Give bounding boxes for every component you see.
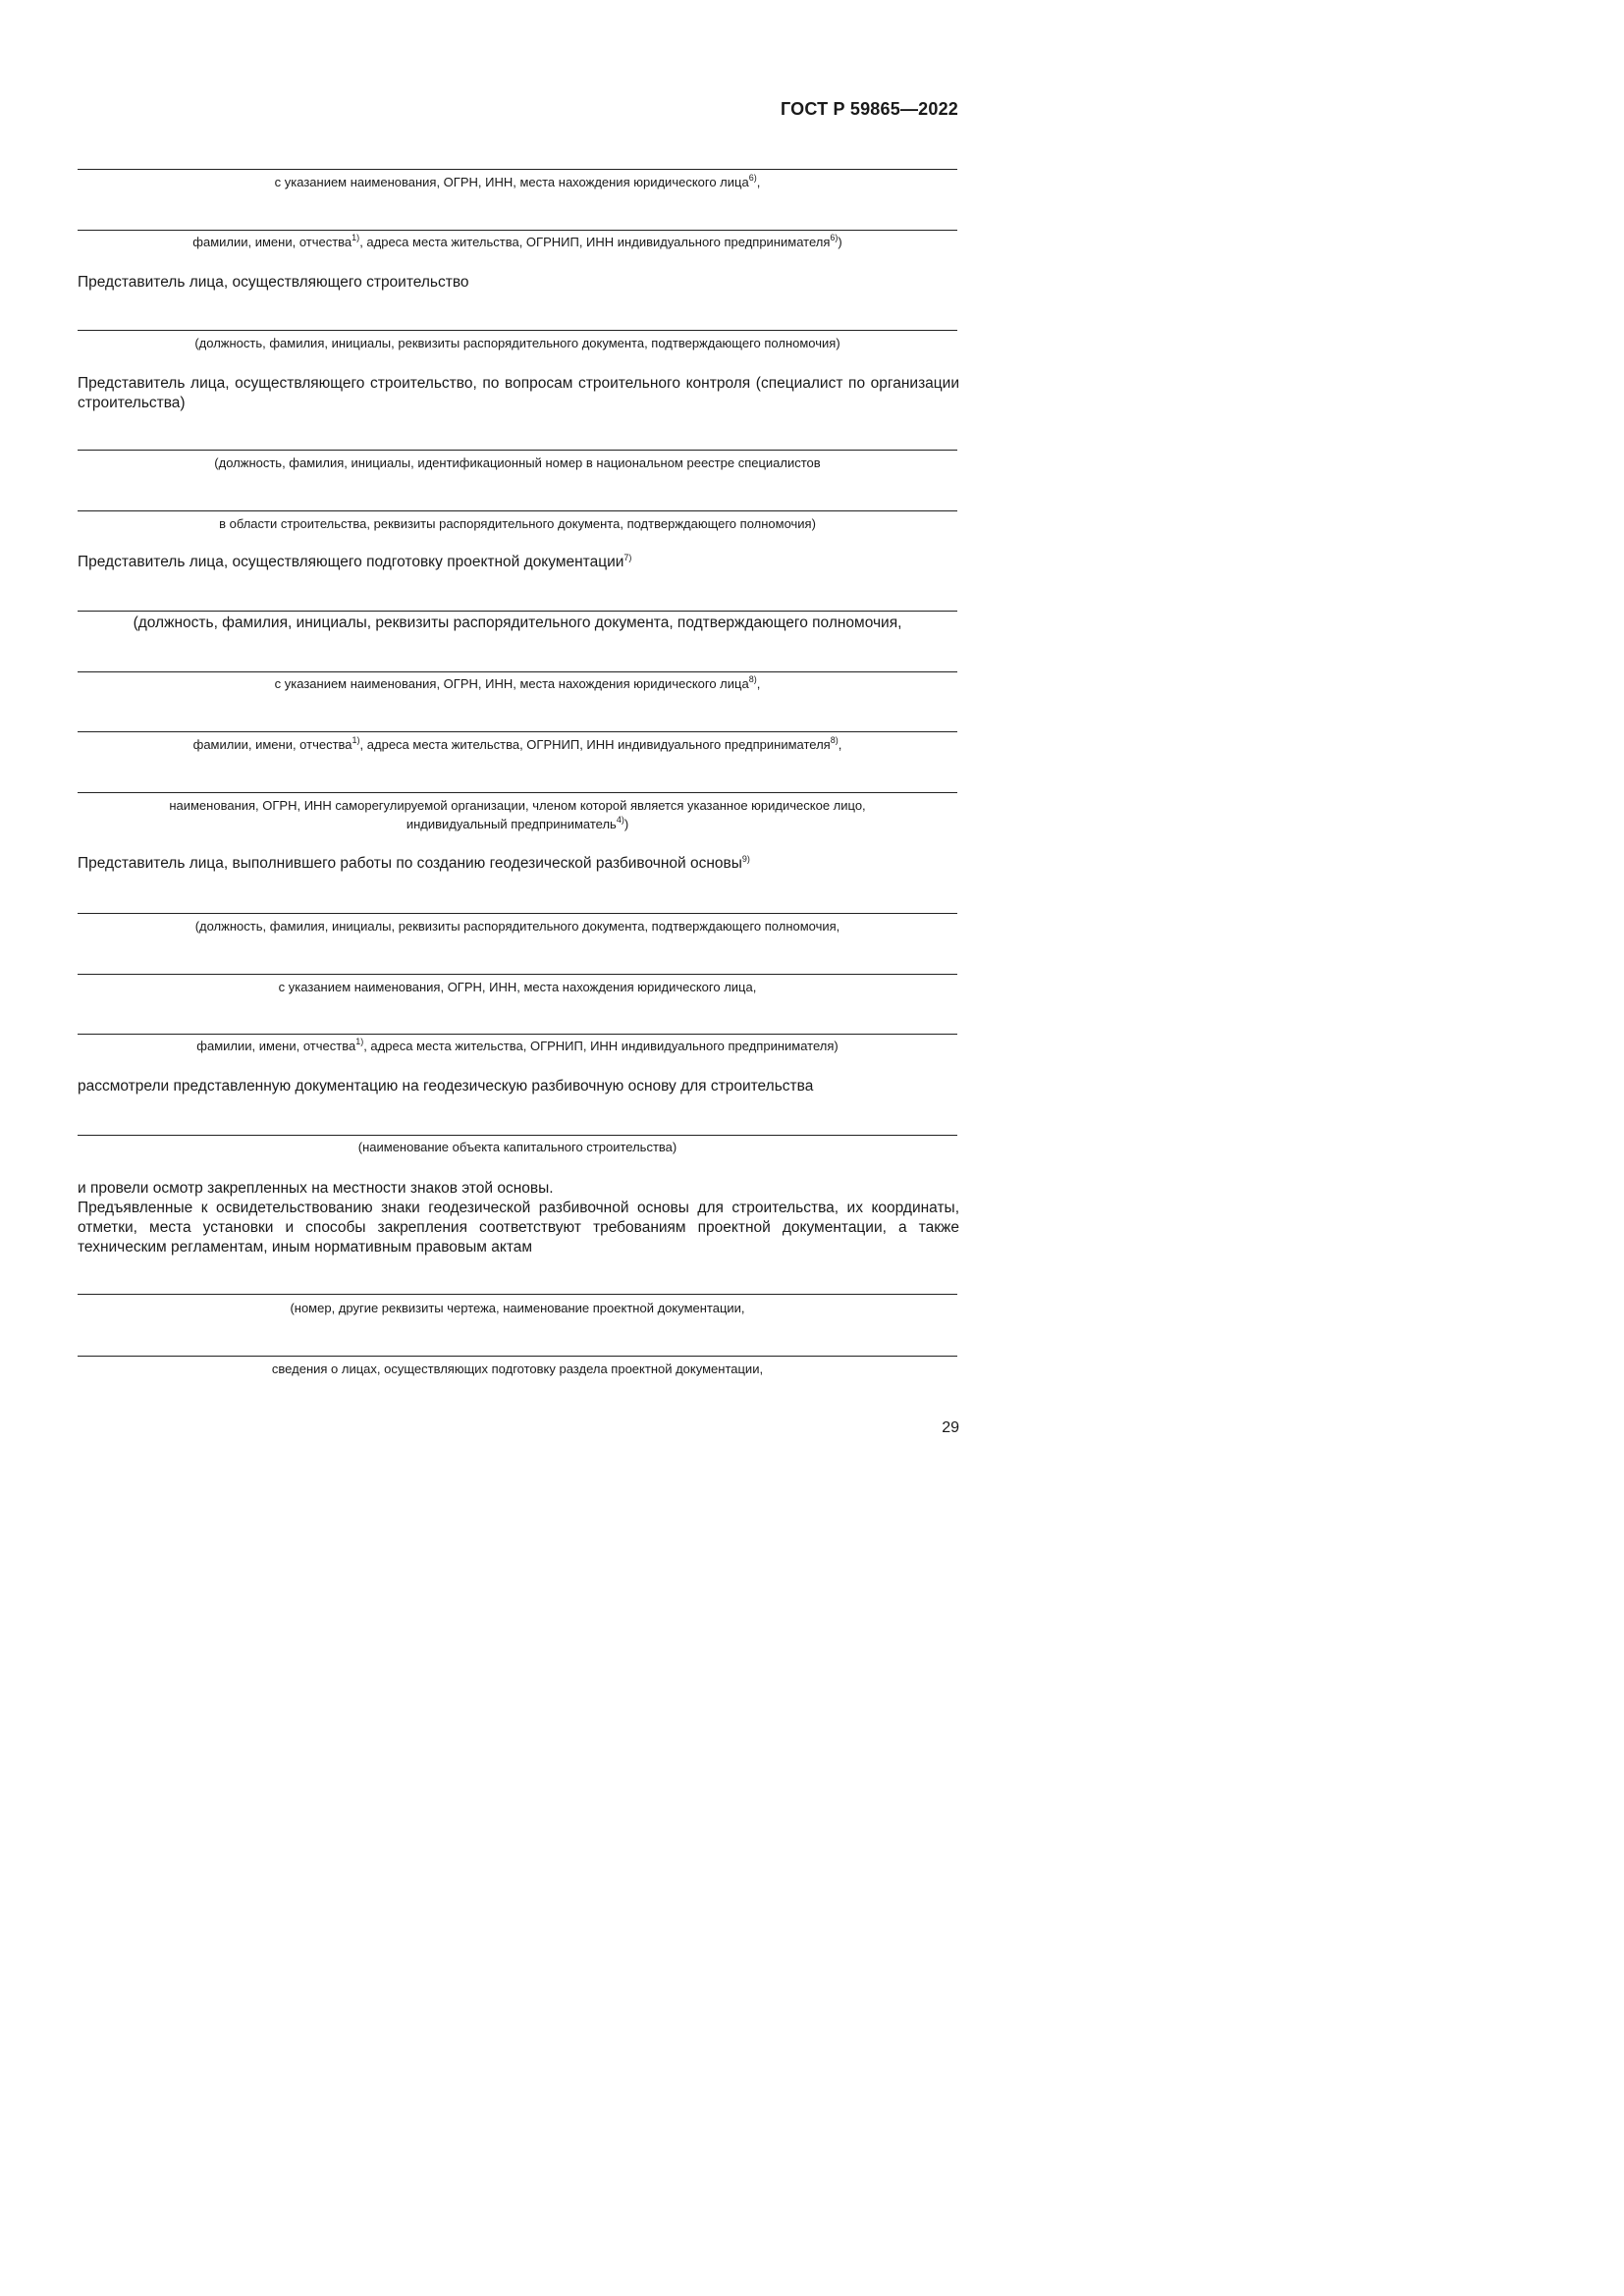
fill-line <box>78 1294 957 1295</box>
footnote-ref: 8) <box>830 735 839 745</box>
fill-line <box>78 510 957 511</box>
fill-line <box>78 913 957 914</box>
footnote-ref: 9) <box>741 854 750 864</box>
caption-design-section-authors: сведения о лицах, осуществляющих подготовку раздела проектной документации, <box>271 1362 764 1376</box>
caption-position-authority: (должность, фамилия, инициалы, реквизиты распорядительного документа, подтверждающего полномочия, <box>133 614 902 631</box>
fill-line <box>78 792 957 793</box>
caption-individual-entrepreneur: фамилии, имени, отчества$^{1)}$, адреса места жительства, ОГРНИП, ИНН индивидуального предпринимателя$^{8)}$, <box>192 735 842 752</box>
footnote-ref: 1) <box>355 1037 364 1046</box>
fill-line <box>78 1356 957 1357</box>
caption-individual-entrepreneur: фамилии, имени, отчества$^{1)}$, адреса места жительства, ОГРНИП, ИНН индивидуального предпринимателя$^{6)}$) <box>192 233 842 249</box>
footnote-ref: 1) <box>352 735 360 745</box>
fill-line <box>78 450 957 451</box>
page-number: 29 <box>942 1419 959 1436</box>
caption-legal-entity: с указанием наименования, ОГРН, ИНН, места нахождения юридического лица$^{8)}$, <box>274 674 761 691</box>
footnote-ref: 7) <box>623 553 632 562</box>
fill-line <box>78 611 957 612</box>
caption-specialist-authority: в области строительства, реквизиты распорядительного документа, подтверждающего полномочия) <box>219 516 816 531</box>
footnote-ref: 6) <box>748 173 757 183</box>
fill-line <box>78 1135 957 1136</box>
fill-line <box>78 169 957 170</box>
caption-position-authority: (должность, фамилия, инициалы, реквизиты распорядительного документа, подтверждающего полномочия, <box>194 919 840 934</box>
caption-specialist-registry: (должность, фамилия, инициалы, идентификационный номер в национальном реестре специалистов <box>214 455 821 470</box>
paragraph-design-representative: Представитель лица, осуществляющего подготовку проектной документации$^{7)}$ <box>78 553 632 570</box>
fill-line <box>78 1034 957 1035</box>
footnote-ref: 1) <box>352 233 360 242</box>
document-page <box>0 0 1083 1532</box>
footnote-ref: 6) <box>830 233 839 242</box>
fill-line <box>78 330 957 331</box>
caption-legal-entity: с указанием наименования, ОГРН, ИНН, места нахождения юридического лица$^{6)}$, <box>274 173 761 189</box>
caption-sro-membership: наименования, ОГРН, ИНН саморегулируемой организации, членом которой является указанное юридическое лицо, индивидуальный предприниматель$^{4)}$) <box>169 798 866 831</box>
paragraph-reviewed-documentation: рассмотрели представленную документацию на геодезическую разбивочную основу для строительства <box>78 1078 814 1095</box>
fill-line <box>78 974 957 975</box>
fill-line <box>78 230 957 231</box>
caption-drawing-details: (номер, другие реквизиты чертежа, наименование проектной документации, <box>290 1301 745 1315</box>
caption-position-authority: (должность, фамилия, инициалы, реквизиты распорядительного документа, подтверждающего полномочия) <box>194 336 840 350</box>
fill-line <box>78 731 957 732</box>
paragraph-geodetic-representative: Представитель лица, выполнившего работы по созданию геодезической разбивочной основы$^{9)}$ <box>78 854 750 872</box>
paragraph-builder-representative: Представитель лица, осуществляющего строительство <box>78 274 469 291</box>
caption-object-name: (наименование объекта капитального строительства) <box>357 1140 677 1154</box>
paragraph-inspection-result: и провели осмотр закрепленных на местности знаков этой основы. Предъявленные к освидетельствованию знаки геодезической разбивочной основы для строительства, их координаты, отметки, места установки и способы закрепления соответствуют требованиям проектной документации, а также техническим регламентам, иным нормативным правовым актам <box>78 1180 959 1255</box>
paragraph-construction-control-representative: Представитель лица, осуществляющего строительство, по вопросам строительного контроля (специалист по организации строительства) <box>78 375 959 411</box>
standard-number: ГОСТ Р 59865—2022 <box>780 99 958 119</box>
footnote-ref: 4) <box>616 815 624 825</box>
footnote-ref: 8) <box>748 674 757 684</box>
fill-line <box>78 671 957 672</box>
caption-legal-entity: с указанием наименования, ОГРН, ИНН, места нахождения юридического лица, <box>278 980 757 994</box>
caption-individual-entrepreneur: фамилии, имени, отчества$^{1)}$, адреса места жительства, ОГРНИП, ИНН индивидуального предпринимателя) <box>196 1037 839 1053</box>
